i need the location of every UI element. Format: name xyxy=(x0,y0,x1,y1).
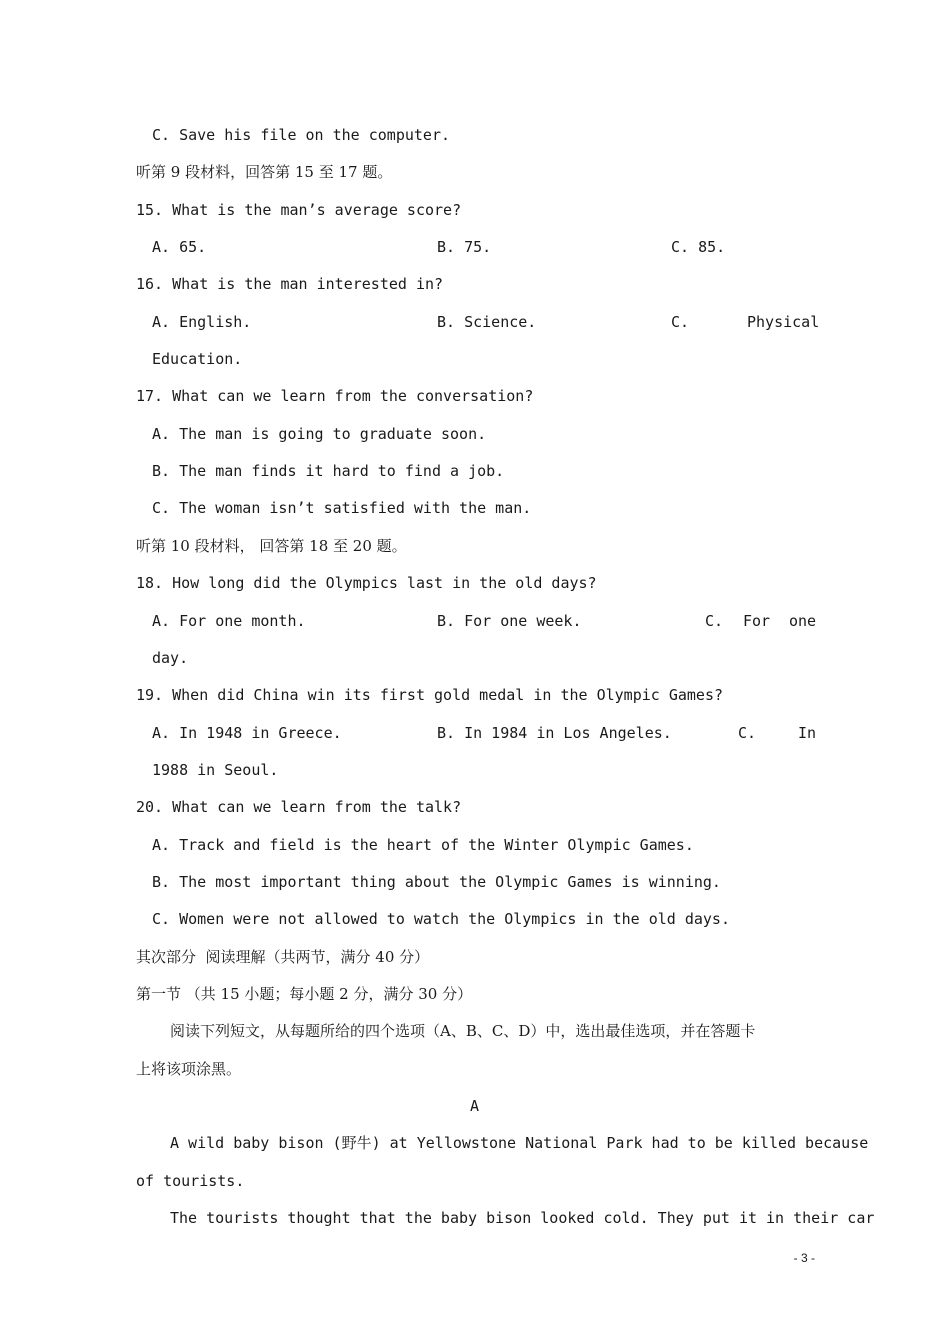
question-19: 19. When did China win its first gold medal in the Olympic Games? xyxy=(136,686,723,704)
question-15: 15. What is the man’s average score? xyxy=(136,201,462,219)
passage-label: A xyxy=(470,1097,480,1115)
section-10-heading: 听第 10 段材料， 回答第 18 至 20 题。 xyxy=(136,537,407,555)
option-20c: C. Women were not allowed to watch the Olympics in the old days. xyxy=(152,910,730,928)
option-18b: B. For one week. xyxy=(437,612,582,630)
option-19c-letter: C. xyxy=(738,724,757,742)
passage-line-1: A wild baby bison (野牛) at Yellowstone National Park had to be killed because xyxy=(170,1134,869,1152)
option-16c-letter: C. xyxy=(671,313,690,331)
option-15a: A. 65. xyxy=(152,238,207,256)
option-15c: C. 85. xyxy=(671,238,726,256)
page-number: - 3 - xyxy=(793,1251,815,1265)
passage-line-3: The tourists thought that the baby bison looked cold. They put it in their car xyxy=(170,1209,875,1227)
option-16c-wrap: Education. xyxy=(152,350,243,368)
option-20b: B. The most important thing about the Olympic Games is winning. xyxy=(152,873,721,891)
option-18c-word2: one xyxy=(789,612,817,630)
option-19c-wrap: 1988 in Seoul. xyxy=(152,761,279,779)
section-9-heading: 听第 9 段材料，回答第 15 至 17 题。 xyxy=(136,163,393,181)
option-19c-word: In xyxy=(798,724,817,742)
part-two-heading: 其次部分 阅读理解（共两节，满分 40 分） xyxy=(136,948,430,966)
option-16a: A. English. xyxy=(152,313,252,331)
passage-line-2: of tourists. xyxy=(136,1172,245,1190)
option-18c-wrap: day. xyxy=(152,649,189,667)
instructions-line-2: 上将该项涂黑。 xyxy=(136,1060,242,1078)
option-19a: A. In 1948 in Greece. xyxy=(152,724,342,742)
option-16b: B. Science. xyxy=(437,313,537,331)
option-20a: A. Track and field is the heart of the Winter Olympic Games. xyxy=(152,836,694,854)
option-17c: C. The woman isn’t satisfied with the man. xyxy=(152,499,532,517)
option-18a: A. For one month. xyxy=(152,612,306,630)
question-18: 18. How long did the Olympics last in the old days? xyxy=(136,574,597,592)
option-17a: A. The man is going to graduate soon. xyxy=(152,425,487,443)
option-15b: B. 75. xyxy=(437,238,492,256)
option-17b: B. The man finds it hard to find a job. xyxy=(152,462,505,480)
question-16: 16. What is the man interested in? xyxy=(136,275,444,293)
option-18c-word1: For xyxy=(743,612,771,630)
question-20: 20. What can we learn from the talk? xyxy=(136,798,462,816)
option-16c-word: Physical xyxy=(747,313,820,331)
option-14c: C. Save his file on the computer. xyxy=(152,126,451,144)
instructions-line-1: 阅读下列短文，从每题所给的四个选项（A、B、C、D）中，选出最佳选项，并在答题卡 xyxy=(170,1022,756,1040)
option-19b: B. In 1984 in Los Angeles. xyxy=(437,724,672,742)
option-18c-letter: C. xyxy=(705,612,724,630)
question-17: 17. What can we learn from the conversation? xyxy=(136,387,534,405)
section-one-heading: 第一节 （共 15 小题；每小题 2 分，满分 30 分） xyxy=(136,985,473,1003)
